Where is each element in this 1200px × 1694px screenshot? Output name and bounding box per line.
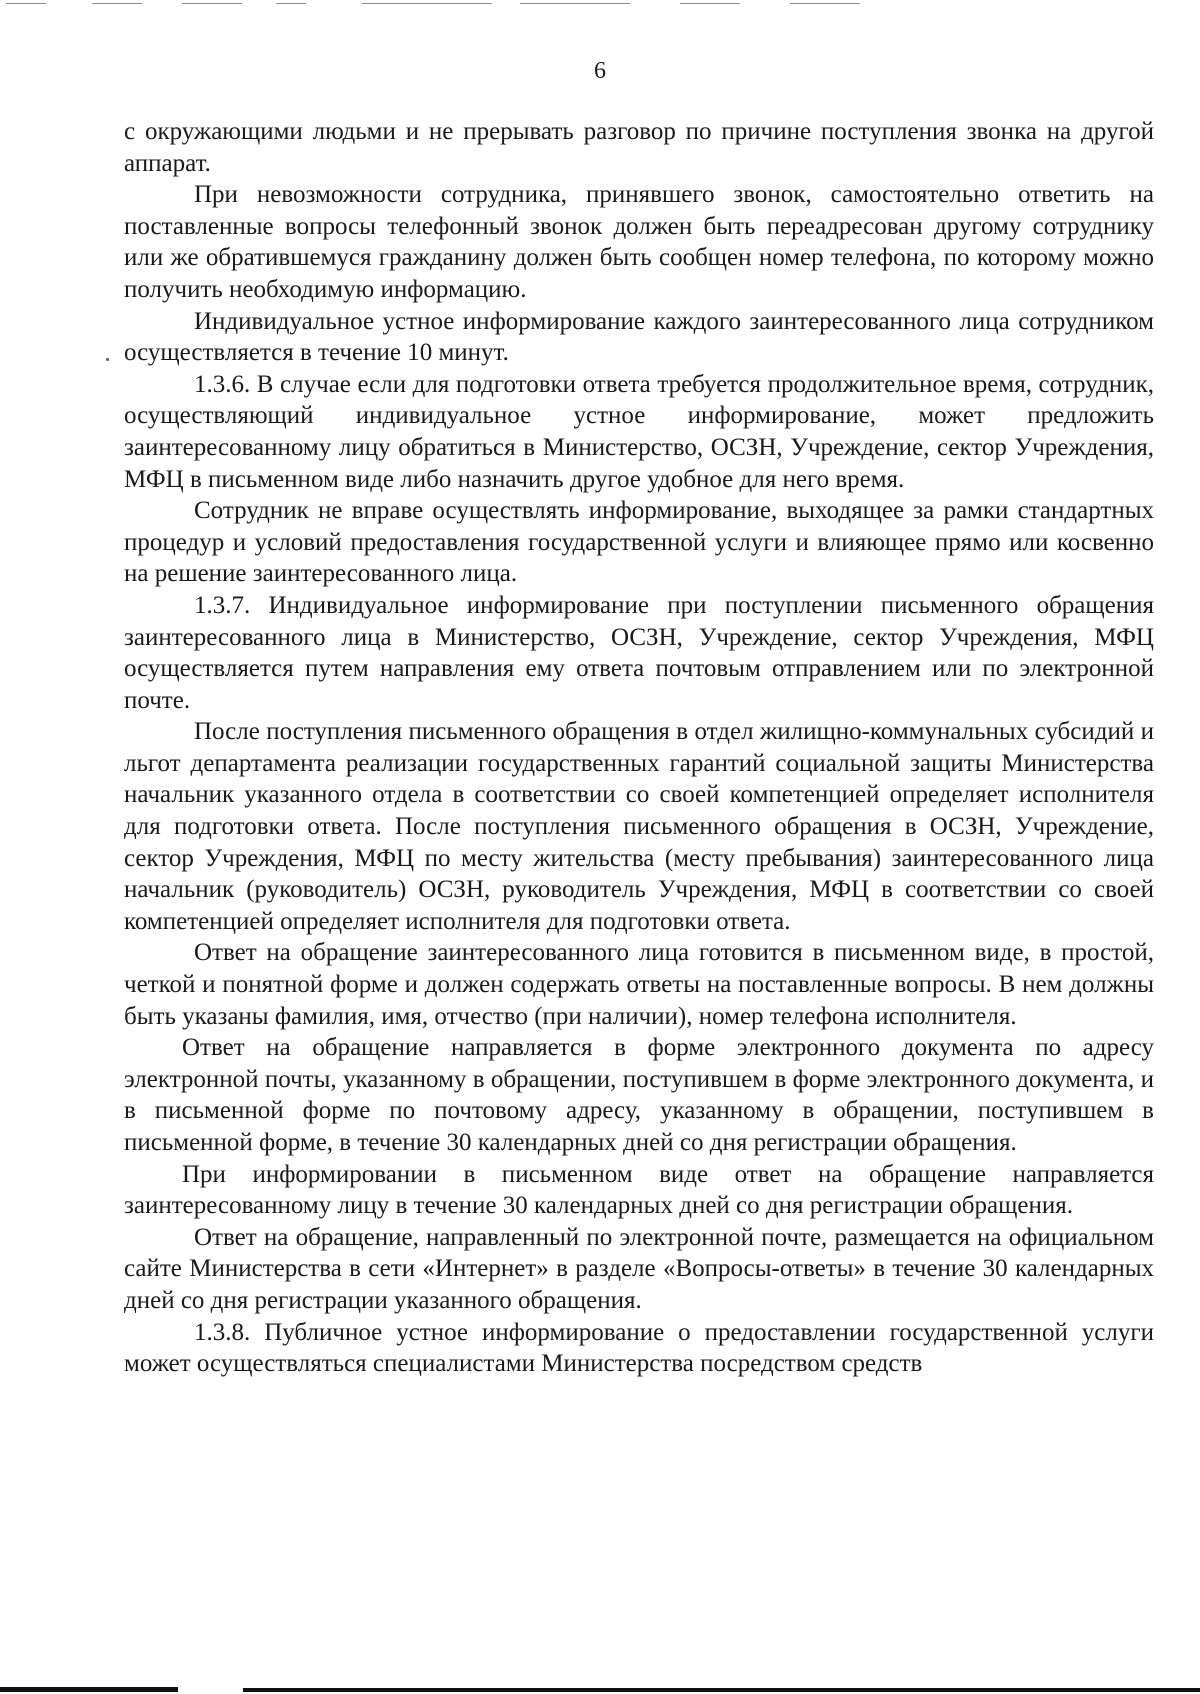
paragraph-limits: Сотрудник не вправе осуществлять информирование, выходящее за рамки стандартных процедур и условий предоставления государственной услуги и влияющее прямо или косвенно на решение заинтересованного лица. [124,497,1154,588]
paragraph-continuation: с окружающими людьми и не прерывать разговор по причине поступления звонка на другой аппарат. [124,118,1154,177]
paragraph-redirect-call: При невозможности сотрудника, принявшего звонок, самостоятельно ответить на поставленные вопросы телефонный звонок должен быть переадресован другому сотруднику или же обратившемуся гражданину должен быть сообщен номер телефона, по которому можно получить необходимую информацию. [124,181,1154,303]
scan-edge-bottom [0,1683,1200,1694]
margin-mark [106,358,109,361]
document-body [124,116,1154,1380]
paragraph-answer-delivery: Ответ на обращение направляется в форме электронного документа по адресу электронной почты, указанному в обращении, поступившем в форме электронного документа, и в письменной форме по почтовому адресу, указанному в обращении, поступившем в письменной форме, в течение 30 календарных дней со дня регистрации обращения. [124,1034,1154,1156]
paragraph-website-publication: Ответ на обращение, направленный по электронной почте, размещается на официальном сайте Министерства в сети «Интернет» в разделе «Вопросы-ответы» в течение 30 календарных дней со дня регистрации указанного обращения. [124,1223,1154,1314]
paragraph-written-term: При информировании в письменном виде ответ на обращение направляется заинтересованному лицу в течение 30 календарных дней со дня регистрации обращения. [124,1160,1154,1220]
page-number: 6 [594,58,606,84]
paragraph-1-3-7: 1.3.7. Индивидуальное информирование при поступлении письменного обращения заинтересованного лица в Министерство, ОСЗН, Учреждение, сектор Учреждения, МФЦ осуществляется путем направления ему ответа почтовым отправлением или по электронной почте. [124,591,1154,714]
paragraph-1-3-6: 1.3.6. В случае если для подготовки ответа требуется продолжительное время, сотрудник, осуществляющий индивидуальное устное информирование, может предложить заинтересованному лицу обратиться в Министерство, ОСЗН, Учреждение, сектор Учреждения, МФЦ в письменном виде либо назначить другое удобное для него время. [124,370,1154,493]
paragraph-answer-form: Ответ на обращение заинтересованного лица готовится в письменном виде, в простой, четкой и понятной форме и должен содержать ответы на поставленные вопросы. В нем должны быть указаны фамилия, имя, отчество (при наличии), номер телефона исполнителя. [124,939,1154,1030]
paragraph-executor: После поступления письменного обращения в отдел жилищно-коммунальных субсидий и льгот департамента реализации государственных гарантий социальной защиты Министерства начальник указанного отдела в соответствии со своей компетенцией определяет исполнителя для подготовки ответа. После поступления письменного обращения в ОСЗН, Учреждение, сектор Учреждения, МФЦ по месту жительства (месту пребывания) заинтересованного лица начальник (руководитель) ОСЗН, руководитель Учреждения, МФЦ в соответствии со своей компетенцией определяет исполнителя для подготовки ответа. [124,718,1154,935]
paragraph-1-3-8: 1.3.8. Публичное устное информирование о предоставлении государственной услуги может осуществляться специалистами Министерства посредством средств [124,1318,1154,1378]
paragraph-individual-oral-duration: Индивидуальное устное информирование каждого заинтересованного лица сотрудником осуществляется в течение 10 минут. [124,307,1154,367]
scan-edge-top [0,0,1200,10]
